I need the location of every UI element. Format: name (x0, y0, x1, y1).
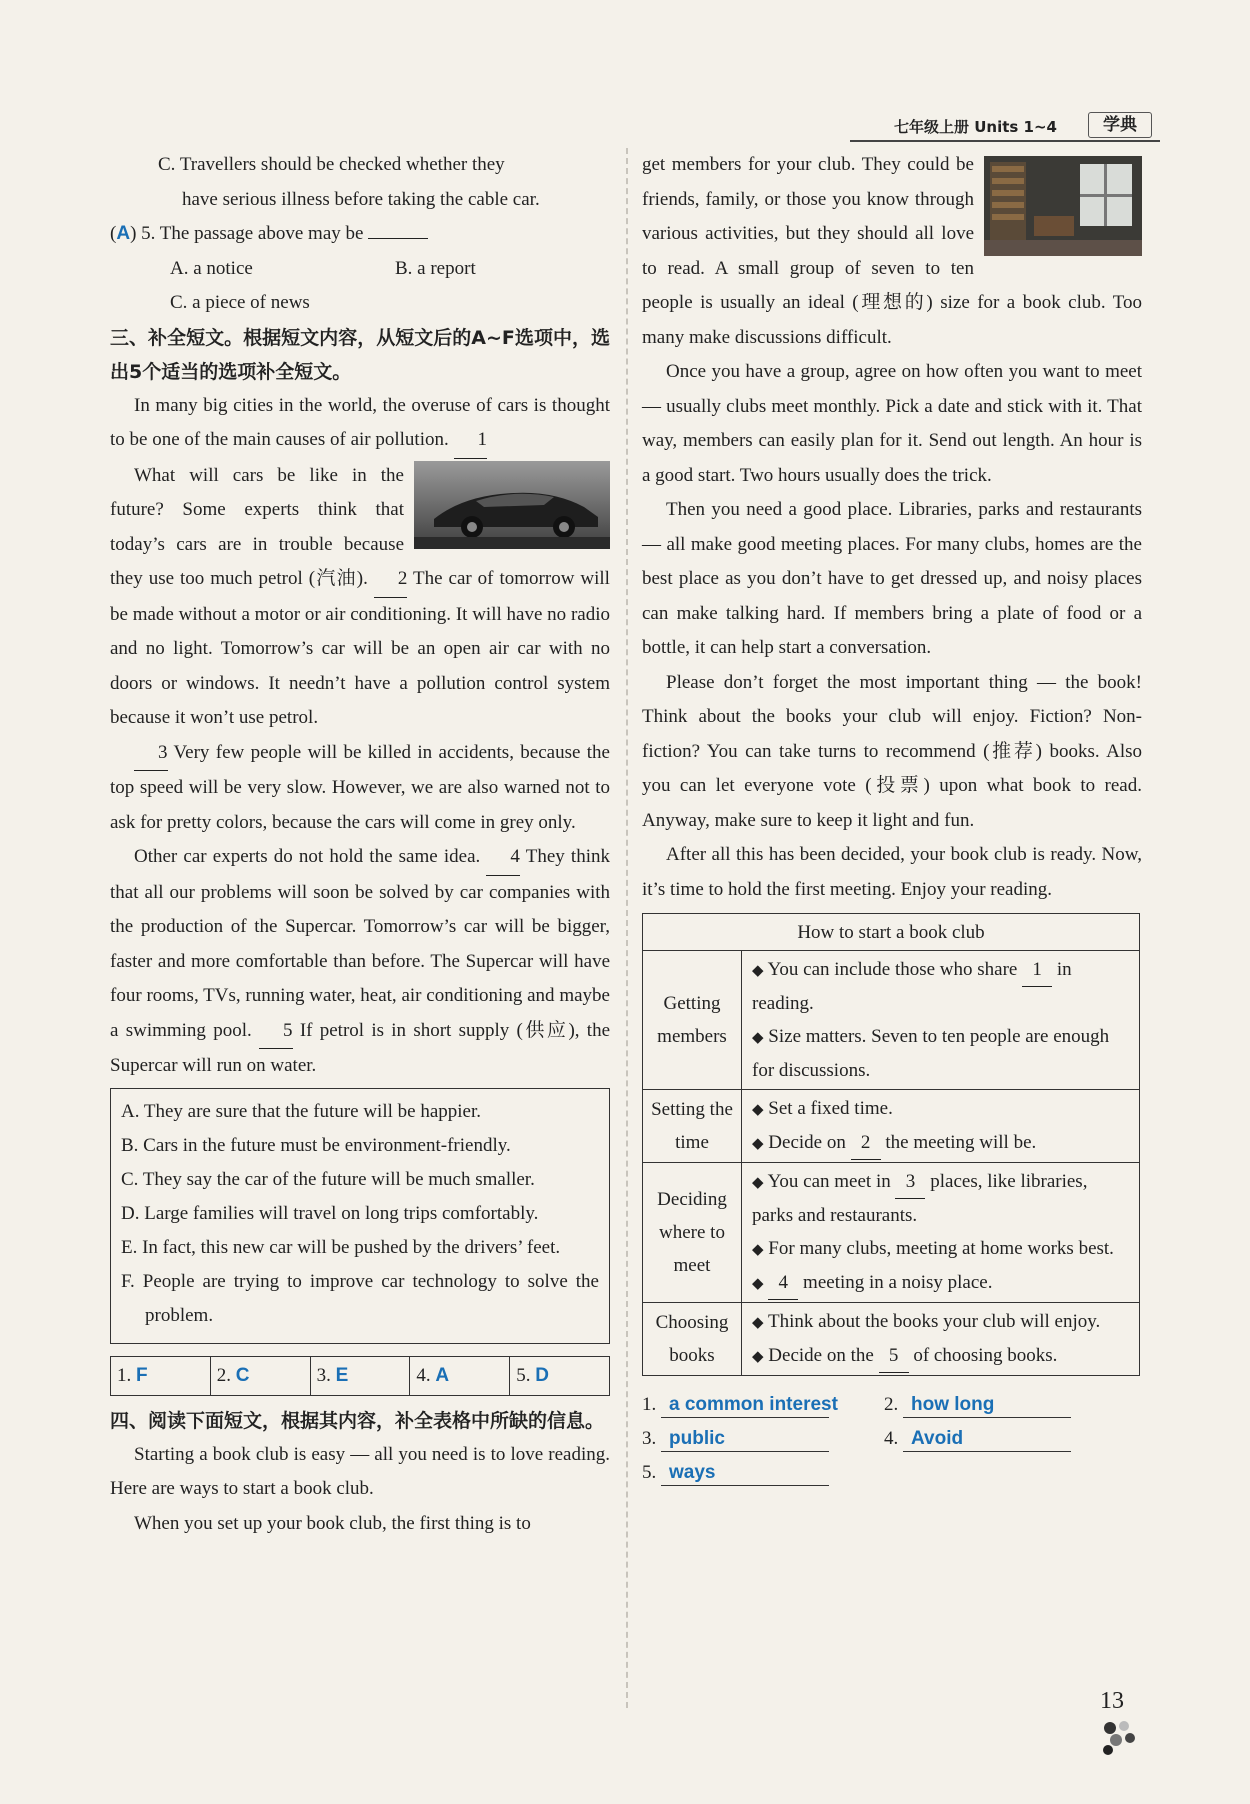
question-5-option-c: C. a piece of news (170, 292, 310, 313)
passage-2-paragraph-3: Once you have a group, agree on how often you want to meet — usually clubs meet monthly. Pick a date and stick with it. That way, members can easily plan for it. Send out length. An hour is a good start. Two hours usually does the trick. (642, 361, 1142, 486)
option-c: C. They say the car of the future will be much smaller. (121, 1168, 535, 1190)
passage-1-paragraph-4 (110, 840, 610, 1084)
answer-2-value: C (235, 1364, 250, 1386)
option-c-line2: have serious illness before taking the cable car. (182, 188, 540, 210)
header-units: 七年级上册 Units 1~4 (894, 118, 1057, 136)
blank-3: 3 (134, 736, 168, 772)
s1-text: Set a fixed time. (768, 1098, 893, 1119)
fill-4-value: Avoid (903, 1427, 1071, 1452)
passage-2-paragraph-6: After all this has been decided, your book club is ready. Now, it’s time to hold the first meeting. Enjoy your reading. (642, 844, 1142, 900)
table-title: How to start a book club (643, 914, 1140, 951)
row-label-setting-time: Setting the time (643, 1090, 742, 1163)
p4c-text: If petrol is in short supply (供应), the Supercar will run on water. (110, 1019, 611, 1076)
passage-2-paragraph-4: Then you need a good place. Libraries, parks and restaurants — all make good meeting places. For many clubs, homes are the best place as you don’t have to get dressed up, and noisy places can make talking hard. If members bring a plate of food or a bottle, it can help start a conversation. (642, 499, 1142, 658)
options-box (110, 1088, 610, 1344)
passage-1-paragraph-2 (110, 459, 610, 736)
p3-text: Very few people will be killed in accidents, because the top speed will be very slow. However, we are also warned not to ask for pretty colors, because the cars will come in grey only. (110, 741, 610, 833)
g1b-text: in reading. (752, 959, 1072, 1014)
question-5: (A) 5. The passage above may be (110, 217, 610, 252)
answer-3 (311, 1357, 411, 1395)
d1a-text: You can meet in (767, 1171, 891, 1192)
question-5-option-a: A. a notice (170, 257, 253, 279)
table-blank-3: 3 (895, 1165, 925, 1199)
fill-3-value: public (661, 1427, 829, 1452)
fill-answer-2 (884, 1388, 1126, 1422)
passage-2-paragraph-2-start: When you set up your book club, the first thing is to (134, 1512, 531, 1534)
answer-1-num: 1. (117, 1364, 132, 1386)
answer-4 (410, 1357, 510, 1395)
library-photo (984, 156, 1142, 256)
fill-5-num: 5. (642, 1462, 657, 1483)
p1-text: In many big cities in the world, the overuse of cars is thought to be one of the main causes of air pollution. (110, 394, 610, 450)
option-f: F. People are trying to improve car technology to solve the problem. (121, 1270, 599, 1326)
answer-4-value: A (435, 1364, 450, 1386)
fill-1-num: 1. (642, 1394, 657, 1415)
header-rule (850, 140, 1160, 142)
fill-answer-4 (884, 1422, 1126, 1456)
g1a-text: You can include those who share (767, 959, 1018, 980)
c2a-text: Decide on the (768, 1345, 874, 1366)
choosing-books-cell: ◆ Think about the books your club will enjoy. ◆ Decide on the 5 of choosing books. (742, 1303, 1140, 1376)
p4a-text: Other car experts do not hold the same idea. (134, 846, 481, 867)
p2b-text: The car of tomorrow will be made without a motor or air conditioning. It will have no radio and no light. Tomorrow’s car will be an open air car with no doors or windows. It needn’t have a pollution control system because it won’t use petrol. (110, 568, 610, 728)
answer-1-value: F (136, 1364, 148, 1386)
answer-3-value: E (335, 1364, 349, 1386)
s2a-text: Decide on (768, 1132, 846, 1153)
blank-2: 2 (374, 562, 408, 598)
fill-2-num: 2. (884, 1394, 899, 1415)
section-3-title: 三、补全短文。根据短文内容，从短文后的A~F选项中，选出5个适当的选项补全短文。 (110, 326, 610, 383)
getting-members-cell: ◆ You can include those who share 1 in reading. ◆ Size matters. Seven to ten people are enough for discussions. (742, 951, 1140, 1090)
passage-2-paragraph-2-cont (642, 148, 1142, 355)
row-label-getting-members: Getting members (643, 951, 742, 1090)
column-divider (626, 148, 628, 1708)
question-5-answer: A (116, 223, 131, 244)
d2-text: For many clubs, meeting at home works best. (768, 1238, 1114, 1259)
question-5-text: 5. The passage above may be (141, 223, 364, 244)
car-photo (414, 461, 610, 549)
option-d: D. Large families will travel on long trips comfortably. (121, 1202, 539, 1224)
answer-row (110, 1356, 610, 1396)
page-number: 13 (1100, 1688, 1124, 1714)
right-column (642, 148, 1142, 1490)
question-5-options-row1 (110, 252, 610, 287)
fill-answers (642, 1388, 1142, 1490)
p4b-text: They think that all our problems will soon be solved by car companies with the production of the Supercar. Tomorrow’s car will be bigger, faster and more comfortable than before. The Supercar will have four rooms, TVs, running water, heat, air conditioning and maybe a swimming pool. (110, 846, 610, 1041)
passage-2-paragraph-1: Starting a book club is easy — all you need is to love reading. Here are ways to start a book club. (110, 1443, 610, 1499)
blank-1: 1 (454, 423, 488, 459)
table-blank-5: 5 (879, 1339, 909, 1373)
table-blank-4: 4 (768, 1266, 798, 1300)
setting-time-cell: ◆ Set a fixed time. ◆ Decide on 2 the meeting will be. (742, 1090, 1140, 1163)
answer-4-num: 4. (416, 1364, 431, 1386)
answer-5 (510, 1357, 609, 1395)
answer-2 (211, 1357, 311, 1395)
p2a-text: What will cars be like in the future? Some experts think that today’s cars are in trouble because they use too much petrol (汽油). (110, 464, 404, 589)
fill-4-num: 4. (884, 1428, 899, 1449)
answer-3-num: 3. (316, 1364, 331, 1386)
book-club-table (642, 913, 1140, 1376)
answer-5-value: D (535, 1364, 549, 1386)
option-a: A. They are sure that the future will be happier. (121, 1100, 481, 1122)
d3b-text: meeting in a noisy place. (803, 1272, 993, 1293)
answer-1 (111, 1357, 211, 1395)
fill-answer-3 (642, 1422, 884, 1456)
page-header (850, 112, 1160, 140)
answer-5-num: 5. (516, 1364, 531, 1386)
option-c-line1: C. Travellers should be checked whether they (158, 154, 505, 175)
passage-1-paragraph-1 (110, 389, 610, 459)
fill-5-value: ways (661, 1461, 829, 1486)
table-blank-2: 2 (851, 1126, 881, 1160)
row-label-choosing-books: Choosing books (643, 1303, 742, 1376)
fill-1-value: a common interest (661, 1393, 829, 1418)
blank-4: 4 (486, 840, 520, 876)
g2-text: Size matters. Seven to ten people are enough for discussions. (752, 1026, 1110, 1081)
deciding-where-cell: ◆ You can meet in 3 places, like libraries, parks and restaurants. ◆ For many clubs, meeting at home works best. ◆ 4 meeting in a noisy place. (742, 1163, 1140, 1303)
blank-5: 5 (259, 1014, 293, 1050)
answer-2-num: 2. (216, 1364, 232, 1386)
row-label-deciding-where: Deciding where to meet (643, 1163, 742, 1303)
decorative-dots-icon (1102, 1720, 1142, 1756)
d1b-text: places, like libraries, parks and restaurants. (752, 1171, 1088, 1226)
s2b-text: the meeting will be. (885, 1132, 1037, 1153)
option-b: B. Cars in the future must be environment-friendly. (121, 1134, 511, 1156)
left-column (110, 148, 610, 1541)
fill-2-value: how long (903, 1393, 1071, 1418)
passage-1-paragraph-3 (110, 736, 610, 841)
question-5-blank (368, 238, 428, 239)
passage-2-paragraph-5: Please don’t forget the most important thing — the book! Think about the books your club will enjoy. Fiction? Non-fiction? You can take turns to recommend (推荐) books. Also you can let everyone vote (投票) upon what book to read. Anyway, make sure to keep it light and fun. (642, 671, 1142, 831)
c2b-text: of choosing books. (913, 1345, 1058, 1366)
brand-logo: 学典 (1088, 112, 1152, 138)
option-e: E. In fact, this new car will be pushed by the drivers’ feet. (121, 1236, 561, 1258)
r1-text: get members for your club. They could be friends, family, or those you know through various activities, but they should all love to read. A small group of seven to ten people is usually an ideal (理想的) size for a book club. Too many make discussions difficult. (642, 154, 1142, 348)
fill-answer-5 (642, 1456, 884, 1490)
fill-3-num: 3. (642, 1428, 657, 1449)
question-5-option-b: B. a report (395, 257, 476, 279)
c1-text: Think about the books your club will enjoy. (767, 1311, 1101, 1332)
table-blank-1: 1 (1022, 953, 1052, 987)
fill-answer-1 (642, 1388, 884, 1422)
section-4-title: 四、阅读下面短文，根据其内容，补全表格中所缺的信息。 (110, 1409, 605, 1432)
